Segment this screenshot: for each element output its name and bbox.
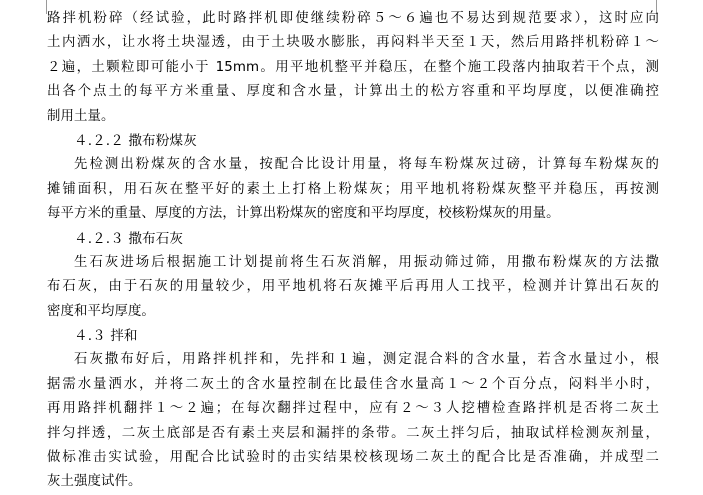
paragraph-line: 据需水量洒水，并将二灰土的含水量控制在比最佳含水量高１～２个百分点，闷料半小时，: [47, 376, 659, 392]
section-heading: ４.２.２ 撒布粉煤灰: [74, 132, 197, 149]
paragraph-line: 土内洒水，让水将土块湿透，由于土块吸水膨胀，再闷料半天至１天，然后用路拌机粉碎１～: [47, 35, 659, 51]
paragraph-line: 灰土强度试件。: [47, 474, 142, 490]
paragraph-line: 出各个点土的每平方米重量、厚度和含水量，计算出土的松方容重和平均厚度，以便准确控: [47, 84, 659, 100]
paragraph-line: 生石灰进场后根据施工计划提前将生石灰消解，用振动筛过筛，用撒布粉煤灰的方法撒: [74, 254, 659, 270]
document-body: [47, 7, 659, 495]
page-margin-mark-left: [26, 0, 47, 14]
page-margin-mark-right: [656, 0, 677, 14]
paragraph-line: 拌匀拌透，二灰土底部是否有素土夹层和漏拌的条带。二灰土拌匀后，抽取试样检测灰剂量，: [47, 425, 659, 441]
paragraph-line: 布石灰，由于石灰的用量较少，用平地机将石灰摊平后再用人工找平，检测并计算出石灰的: [47, 279, 659, 295]
paragraph-line: 做标准击实试验，用配合比试验时的击实结果校核现场二灰土的配合比是否准确，并成型二: [47, 450, 659, 466]
paragraph-line: 石灰撒布好后，用路拌机拌和，先拌和１遍，测定混合料的含水量，若含水量过小，根: [74, 352, 659, 368]
paragraph-line: 再用路拌机翻拌１～２遍；在每次翻拌过程中，应有２～３人挖槽检查路拌机是否将二灰土: [47, 401, 659, 417]
paragraph-line: ２遍，土颗粒即可能小于 15mm。用平地机整平并稳压，在整个施工段落内抽取若干个点，测: [47, 59, 659, 75]
paragraph-line: 先检测出粉煤灰的含水量，按配合比设计用量，将每车粉煤灰过磅，计算每车粉煤灰的: [74, 157, 659, 173]
paragraph-line: 路拌机粉碎（经试验，此时路拌机即使继续粉碎５～６遍也不易达到规范要求），这时应向: [47, 11, 659, 26]
paragraph-line: 密度和平均厚度。: [47, 303, 155, 319]
paragraph-line: 每平方米的重量、厚度的方法，计算出粉煤灰的密度和平均厚度，校核粉煤灰的用量。: [47, 206, 560, 222]
paragraph-line: 制用土量。: [47, 108, 115, 124]
section-heading: ４.３ 拌和: [74, 328, 138, 345]
paragraph-line: 摊铺面积，用石灰在整平好的素土上打格上粉煤灰；用平地机将粉煤灰整平并稳压，再按测: [47, 181, 659, 197]
section-heading: ４.２.３ 撒布石灰: [74, 230, 184, 247]
